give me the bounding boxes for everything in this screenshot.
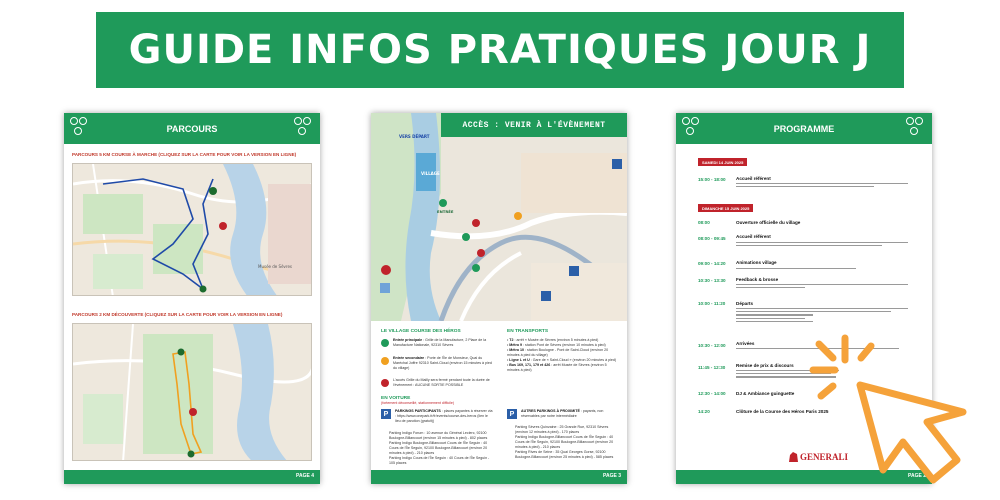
transport-item: • Métro 10 : station Boulogne - Pont de Saint-Cloud (environ 20 minutes à pied du village) xyxy=(507,348,609,357)
brand-logo-icon xyxy=(294,117,314,139)
transport-item: • Métro 9 : station Pont de Sèvres (environ 10 minutes à pied) xyxy=(507,343,606,347)
event-time: 11:45 - 12:30 xyxy=(698,365,726,370)
transport-list xyxy=(507,338,619,373)
page-number: PAGE 4 xyxy=(296,473,314,479)
event-title: Accueil référent xyxy=(736,176,771,181)
event-time: 12:30 - 14:00 xyxy=(698,391,726,396)
event-time: 08:00 - 09:45 xyxy=(698,236,726,241)
parking-item: Parking Indigo Cours de l'Île Seguin : 40 Cours de l'Île Seguin - 105 places xyxy=(389,456,490,465)
route-map-5km[interactable] xyxy=(72,163,312,296)
other-parkings: AUTRES PARKINGS À PROXIMITÉ : payants, non réservables par notre intermédiaire xyxy=(521,409,604,418)
village-heading: LE VILLAGE COURSE DES HÉROS xyxy=(381,329,461,334)
car-heading: EN VOITURE xyxy=(381,396,411,401)
map-label-village: VILLAGE xyxy=(421,171,440,176)
access-map[interactable] xyxy=(371,113,627,321)
event-time: 10:30 - 13:30 xyxy=(698,278,726,283)
event-title: Remise de prix & discours xyxy=(736,363,794,368)
event-title: Départs xyxy=(736,301,754,306)
page-header xyxy=(64,113,320,144)
map-caption: PARCOURS 5 KM COURSE À MARCHE (CLIQUEZ SUR LA CARTE POUR VOIR LA VERSION EN LIGNE) xyxy=(72,152,297,157)
event-time: 10:00 - 11:20 xyxy=(698,301,726,306)
event-time: 15:00 - 18:00 xyxy=(698,177,726,182)
parking-item: Parking Rives de Seine : 35 Quai Georges Gorse, 92100 Boulogne-Billancourt (environ 25 minutes à pied) - 585 places xyxy=(515,450,614,459)
close-icon xyxy=(381,379,389,387)
parking-item: Parking Indigo Boulogne-Billancourt Cours de l'Île Seguin : 40 Cours de l'Île Seguin, 92100 Boulogne-Billancourt (environ 20 minutes à pied) - 210 places xyxy=(515,435,614,449)
map-label-entree: ENTRÉE xyxy=(437,209,454,214)
parking-item: Parking Indigo Forum : 10 avenue du Général Leclerc, 92100 Boulogne-Billancourt (environ 15 minutes à pied) - 802 places xyxy=(389,431,488,440)
event-time: 10:30 - 12:00 xyxy=(698,343,726,348)
page-parcours xyxy=(64,113,320,484)
page-header xyxy=(676,113,932,144)
event-description xyxy=(736,242,908,249)
svg-text:Musée de Sèvres: Musée de Sèvres xyxy=(258,264,293,269)
village-item: Entrée principale : Grille de la Manufacture, 2 Place de la Manufacture Nationale, 92310 Sèvres xyxy=(393,338,487,347)
village-item: Entrée secondaire : Porte de l'Île de Monsieur, Quai du Maréchal Joffre 92310 Saint-Cloud (environ 15 minutes à pied du village) xyxy=(393,356,492,370)
village-item: L'accès Grille du Mailly sera fermé pendant toute la durée de l'événement : AUCUNE SORTIE POSSIBLE xyxy=(393,378,490,387)
page-acces xyxy=(371,113,627,484)
parking-list xyxy=(389,431,493,466)
page-footer xyxy=(371,470,627,484)
click-cursor-icon xyxy=(805,330,995,490)
title-banner xyxy=(96,12,904,88)
event-time: 08:00 xyxy=(698,220,710,225)
event-description xyxy=(736,284,908,291)
check-icon xyxy=(381,357,389,365)
banner-title: GUIDE INFOS PRATIQUES JOUR J xyxy=(128,27,872,73)
parking-item: Parking Indigo Boulogne-Billancourt Cours de l'Île Seguin : 40 Cours de l'Île Seguin, 92100 Boulogne-Billancourt (environ 20 minutes à pied) - 210 places xyxy=(389,441,488,455)
event-title: Animations village xyxy=(736,260,777,265)
brand-logo-icon xyxy=(906,117,926,139)
parking-participants: PARKINGS PARTICIPANTS : places payantes à réserver via : https://www.onepark.fr/fr/events/course-des-heros (lien le lieu de parution (gratuit)) xyxy=(395,409,493,423)
event-time: 14:20 xyxy=(698,409,710,414)
event-title: DJ & Ambiance guinguette xyxy=(736,391,795,396)
page-title: PARCOURS xyxy=(166,123,218,134)
map-graphic xyxy=(371,113,627,321)
page-title: ACCÈS : VENIR À L'ÉVÈNEMENT xyxy=(441,113,627,137)
transport-heading: EN TRANSPORTS xyxy=(507,329,549,334)
event-title: Ouverture officielle du village xyxy=(736,220,801,225)
check-icon xyxy=(381,339,389,347)
page-number: PAGE 2 xyxy=(908,473,926,479)
transport-item: • Ligne L et U : Gare de « Saint-Cloud » (environ 20 minutes à pied) xyxy=(507,358,617,362)
map-caption: PARCOURS 2 KM DÉCOUVERTE (CLIQUEZ SUR LA CARTE POUR VOIR LA VERSION EN LIGNE) xyxy=(72,312,283,317)
transport-item: • Bus 169, 171, 179 et 426 : arrêt Musée de Sèvres (environ 5 minutes à pied) xyxy=(507,363,607,372)
transport-item: • T2 : arrêt « Musée de Sèvres (environ 5 minutes à pied) xyxy=(507,338,599,342)
brand-logo-icon xyxy=(682,117,702,139)
map-label-depart: VERS DÉPART xyxy=(399,134,430,139)
other-parking-list xyxy=(515,425,619,460)
day-badge: DIMANCHE 15 JUIN 2025 xyxy=(698,204,753,212)
event-description xyxy=(736,268,908,275)
car-subheading: (fortement déconseillé, stationnement difficile) xyxy=(381,401,455,405)
sponsor-logo: GENERALI xyxy=(800,452,849,462)
page-footer xyxy=(64,470,320,484)
route-map-2km[interactable] xyxy=(72,323,312,461)
event-time: 09:00 - 14:20 xyxy=(698,261,726,266)
event-title: Feedback & brosse xyxy=(736,277,779,282)
parking-item: Parking Sèvres Quinzaine : 25 Grande Rue, 92310 Sèvres (environ 12 minutes à pied) - 170 places xyxy=(515,425,609,434)
event-title: Arrivées xyxy=(736,341,755,346)
event-description xyxy=(736,308,908,328)
event-title: Clôture de la Course des Héros Paris 2025 xyxy=(736,409,829,414)
map-graphic xyxy=(73,324,312,461)
generali-lion-icon xyxy=(788,451,799,463)
page-title: PROGRAMME xyxy=(773,123,835,134)
event-title: Accueil référent xyxy=(736,234,771,239)
day-badge: SAMEDI 14 JUIN 2025 xyxy=(698,158,747,166)
map-graphic xyxy=(73,164,312,296)
parking-icon: P xyxy=(507,409,517,419)
brand-logo-icon xyxy=(70,117,90,139)
parking-icon: P xyxy=(381,409,391,419)
event-description xyxy=(736,183,908,190)
page-number: PAGE 3 xyxy=(603,473,621,479)
